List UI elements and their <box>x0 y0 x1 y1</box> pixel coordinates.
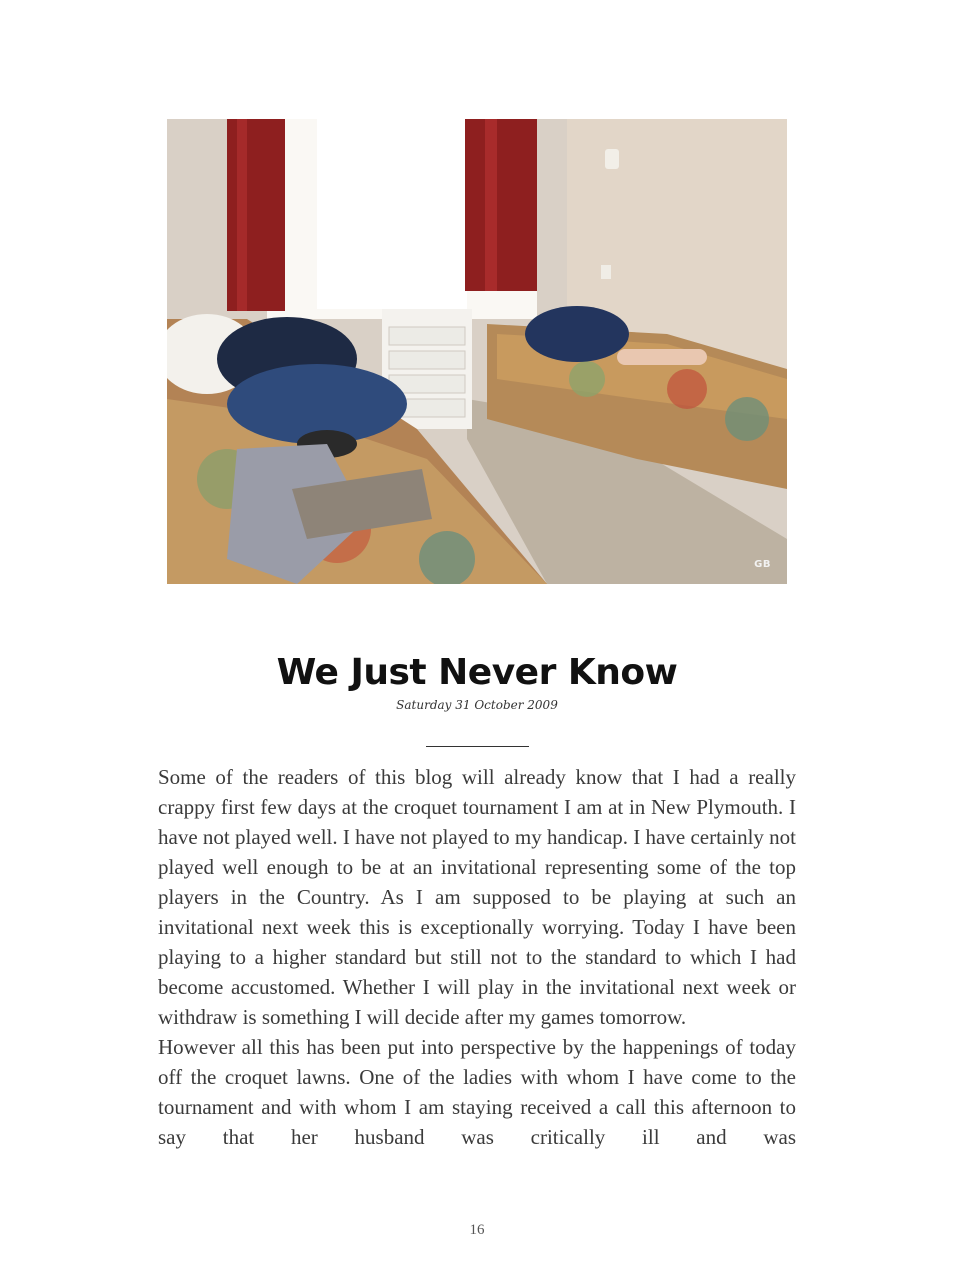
photo-watermark: GB <box>754 559 771 570</box>
bedroom-photo <box>167 119 787 584</box>
body-paragraph: However all this has been put into perspective by the happenings of today off the croquet lawns. One of the ladies with whom I have come to the tournament and with whom I am staying received a call this afternoon to say that her husband was critically ill and was <box>158 1035 796 1149</box>
post-title: We Just Never Know <box>276 652 678 693</box>
title-divider <box>426 746 529 747</box>
post-date: Saturday 31 October 2009 <box>396 698 558 712</box>
body-paragraph: Some of the readers of this blog will already know that I had a really crappy first few days at the croquet tournament I am at in New Plymouth. I have not played well. I have not played to my handicap. I have certainly not played well enough to be at an invitational representing some of the top players in the Country. As I am supposed to be playing at such an invitational next week this is exceptionally worrying. Today I have been playing to a higher standard but still not to the standard to which I had become accustomed. Whether I will play in the invitational next week or withdraw is something I will decide after my games tomorrow. <box>158 765 796 1029</box>
page-number: 16 <box>469 1222 485 1238</box>
post-body <box>158 762 796 1152</box>
bedroom-photo-illustration <box>167 119 787 584</box>
